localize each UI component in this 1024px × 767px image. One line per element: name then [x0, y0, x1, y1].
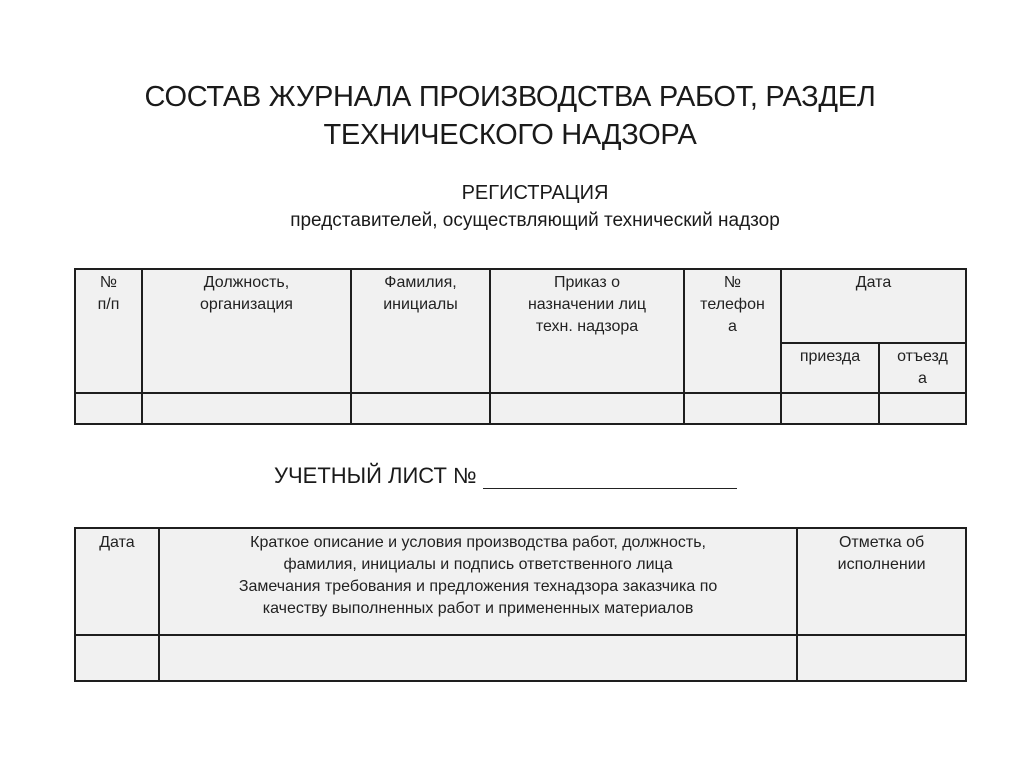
registration-title: РЕГИСТРАЦИЯ — [461, 182, 609, 204]
header-num: № п/п — [75, 269, 142, 393]
header-date: Дата — [75, 528, 159, 635]
registration-heading — [200, 179, 870, 235]
header-position: Должность, организация — [142, 269, 351, 393]
ledger-number-blank — [483, 466, 737, 489]
title-line-1: СОСТАВ ЖУРНАЛА ПРОИЗВОДСТВА РАБОТ, РАЗДЕЛ — [144, 81, 876, 113]
header-phone: № телефон а — [684, 269, 781, 393]
registration-subtitle: представителей, осуществляющий технический надзор — [290, 210, 780, 231]
registration-table — [74, 268, 967, 425]
ledger-label-text: УЧЕТНЫЙ ЛИСТ № — [274, 463, 477, 488]
table-cell — [159, 635, 797, 681]
header-date: Дата — [781, 269, 966, 343]
table-cell — [781, 393, 879, 424]
table-cell — [490, 393, 684, 424]
table-row — [75, 393, 966, 424]
header-order: Приказ о назначении лиц техн. надзора — [490, 269, 684, 393]
table-cell — [684, 393, 781, 424]
table-cell — [75, 635, 159, 681]
table-cell — [797, 635, 966, 681]
table-cell — [75, 393, 142, 424]
table-cell — [351, 393, 490, 424]
header-arrival: приезда — [781, 343, 879, 393]
accounting-table — [74, 527, 967, 682]
ledger-sheet-label — [274, 463, 737, 489]
header-name: Фамилия, инициалы — [351, 269, 490, 393]
table-cell — [142, 393, 351, 424]
table-cell — [879, 393, 966, 424]
header-description: Краткое описание и условия производства работ, должность, фамилия, инициалы и подпись ответственного лица Замечания требования и предложения технадзора заказчика по качеству выполненных работ и примененных материалов — [159, 528, 797, 635]
table-row — [75, 635, 966, 681]
document-title — [110, 78, 910, 154]
title-line-2: ТЕХНИЧЕСКОГО НАДЗОРА — [323, 119, 697, 151]
header-mark: Отметка об исполнении — [797, 528, 966, 635]
header-departure: отъезд а — [879, 343, 966, 393]
